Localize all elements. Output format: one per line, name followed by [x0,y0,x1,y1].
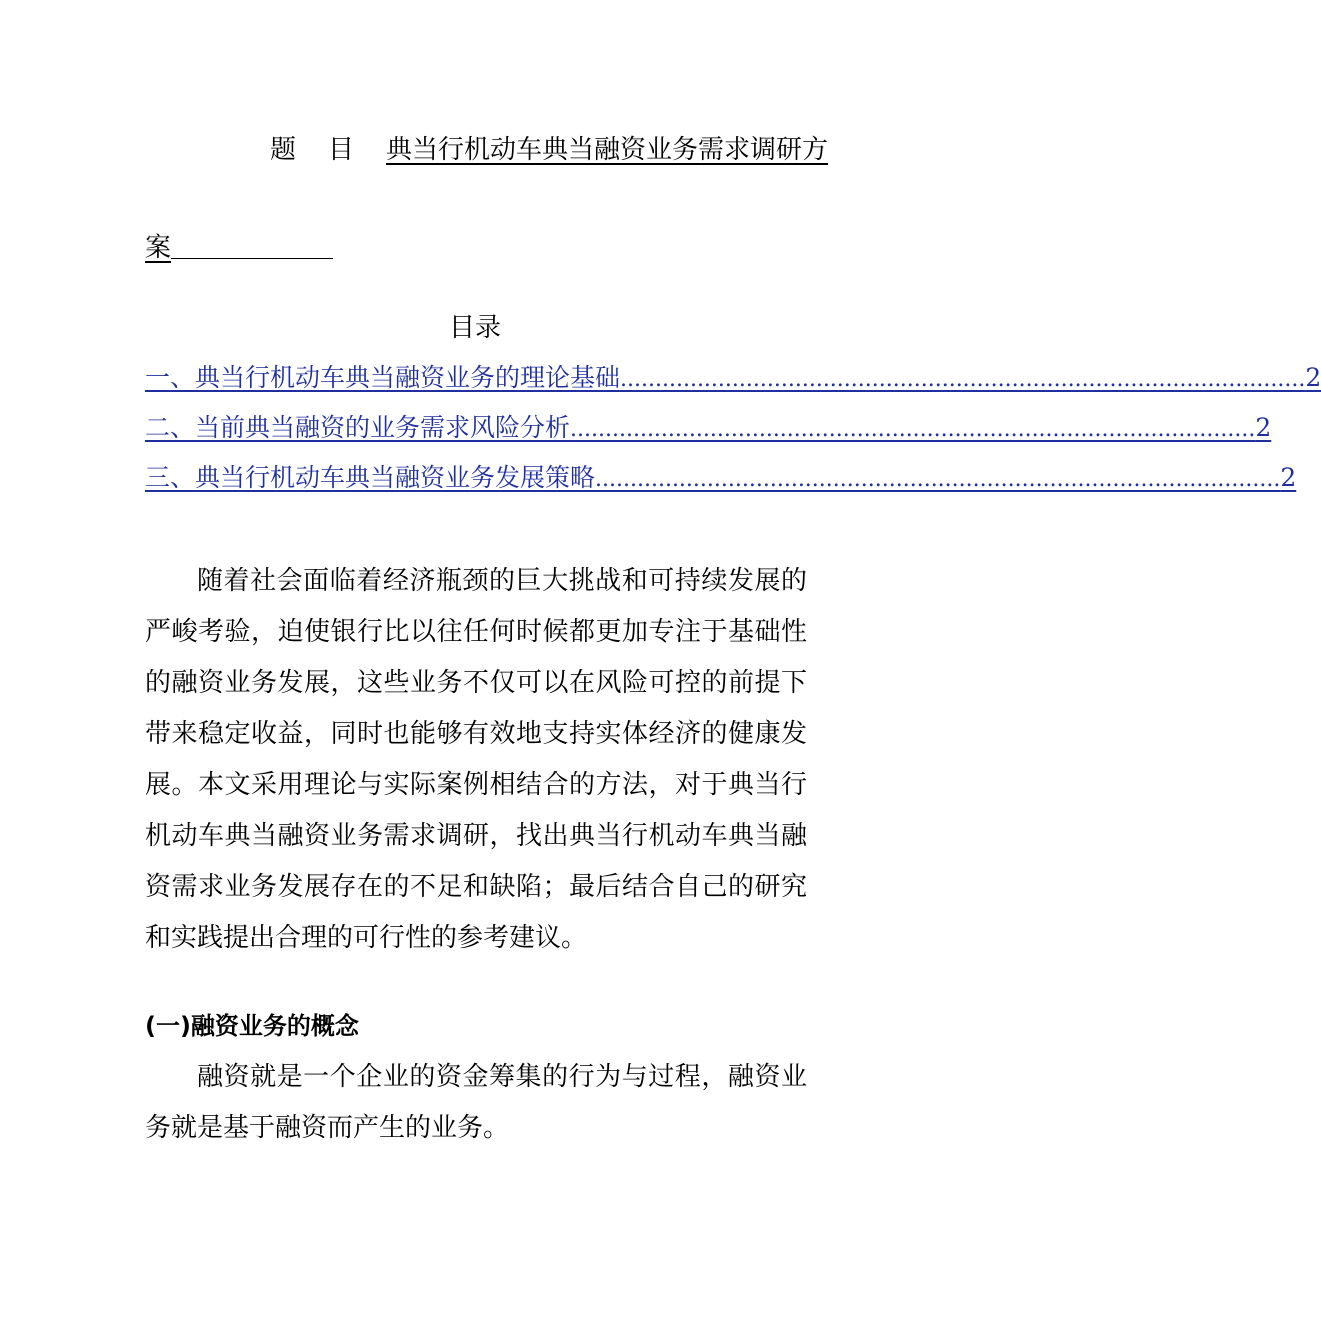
toc-item-label: 一、典当行机动车典当融资业务的理论基础 [145,363,621,392]
intro-paragraph: 随着社会面临着经济瓶颈的巨大挑战和可持续发展的严峻考验，迫使银行比以往任何时候都更加专注于基础性的融资业务发展，这些业务不仅可以在风险可控的前提下带来稳定收益，同时也能够有效地支持实体经济的健康发展。本文采用理论与实际案例相结合的方法，对于典当行机动车典当融资业务需求调研，找出典当行机动车典当融资需求业务发展存在的不足和缺陷；最后结合自己的研究和实践提出合理的可行性的参考建议。 [145,566,807,953]
toc-item-theory[interactable] [145,360,1321,410]
toc-item-label: 三、典当行机动车典当融资业务发展策略 [145,463,596,492]
toc-item-strategy[interactable] [145,460,1297,510]
title-text: 典当行机动车典当融资业务需求调研方 [386,135,829,165]
toc-item-risk-analysis[interactable] [145,410,1272,460]
title-underline-blank [171,228,333,259]
toc-item-label: 二、当前典当融资的业务需求风险分析 [145,413,571,442]
table-of-contents [145,360,1321,510]
title-text-continued: 案 [145,233,172,263]
toc-leader-dots: .................................................................................................. [620,367,1306,392]
toc-leader-dots: .................................................................................................. [595,467,1281,492]
toc-page-number: 2 [1305,363,1321,392]
document-title-line-2 [145,228,333,268]
toc-page-number: 2 [1280,463,1297,492]
title-label: 题目 [270,135,387,165]
financing-definition-paragraph: 融资就是一个企业的资金筹集的行为与过程，融资业务就是基于融资而产生的业务。 [145,1062,807,1143]
toc-leader-dots: .................................................................................................. [570,417,1256,442]
section-heading-financing-concept: (一)融资业务的概念 [145,1012,359,1040]
document-title-line-1 [270,130,828,170]
toc-page-number: 2 [1255,413,1272,442]
toc-heading: 目录 [448,313,501,343]
